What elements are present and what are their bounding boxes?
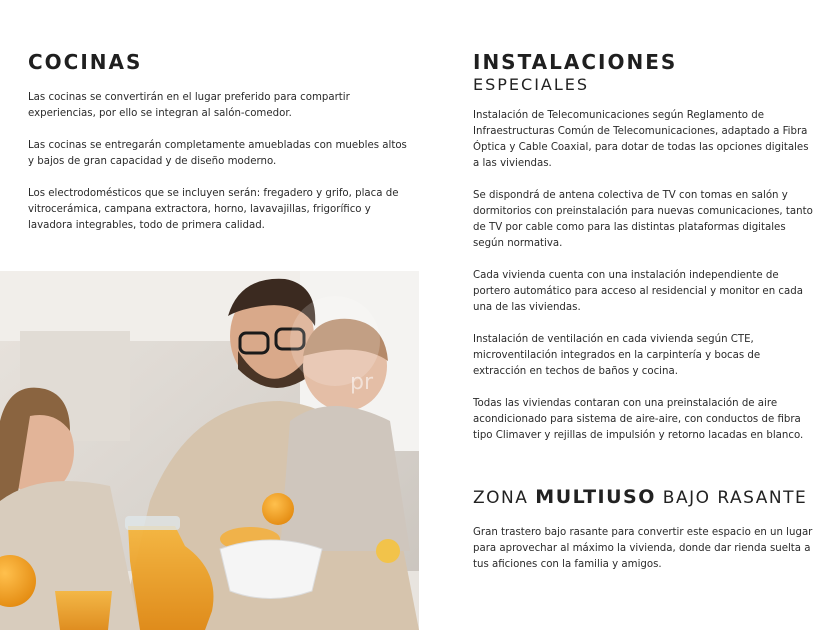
instalaciones-section	[473, 50, 813, 444]
zona-multiuso-paragraph: Gran trastero bajo rasante para convertir este espacio en un lugar para aprovechar al máximo la vivienda, donde dar rienda suelta a tus aficiones con la familia y amigos.	[473, 527, 813, 570]
instalaciones-subtitle: ESPECIALES	[473, 75, 590, 94]
instalaciones-title: INSTALACIONES	[473, 50, 678, 74]
instalaciones-paragraph: Instalación de Telecomunicaciones según Reglamento de Infraestructuras Común de Telecomunicaciones, adaptado a Fibra Óptica y Cable Coaxial, para dotar de todas las opciones digitales a las viviendas.	[473, 110, 809, 169]
watermark-text: pr	[350, 370, 374, 395]
instalaciones-paragraph: Se dispondrá de antena colectiva de TV con tomas en salón y dormitorios con preinstalación para nuevas comunicaciones, tanto de TV por cable como para las distintas plataformas digitales según normativa.	[473, 190, 813, 249]
cocinas-title: COCINAS	[28, 50, 143, 74]
zona-multiuso-title	[473, 484, 823, 511]
instalaciones-paragraph: Cada vivienda cuenta con una instalación independiente de portero automático para acceso al residencial y monitor en cada una de las viviendas.	[473, 270, 803, 313]
family-kitchen-photo	[0, 271, 419, 630]
cocinas-paragraph: Las cocinas se entregarán completamente amuebladas con muebles altos y bajos de gran capacidad y de diseño moderno.	[28, 140, 407, 167]
cocinas-paragraph: Los electrodomésticos que se incluyen serán: fregadero y grifo, placa de vitrocerámica, campana extractora, horno, lavavajillas, frigorífico y lavadora integrables, todo de primera calidad.	[28, 188, 399, 231]
instalaciones-paragraph: Todas las viviendas contaran con una preinstalación de aire acondicionado para sistema de aire-aire, con conductos de fibra tipo Climaver y rejillas de impulsión y retorno lacadas en blanco.	[473, 398, 804, 441]
zona-title-bold: MULTIUSO	[535, 486, 656, 508]
zona-title-pre: ZONA	[473, 488, 536, 508]
cocinas-paragraph: Las cocinas se convertirán en el lugar preferido para compartir experiencias, por ello se integran al salón-comedor.	[28, 92, 350, 119]
cocinas-section	[28, 50, 408, 234]
zona-title-post: BAJO RASANTE	[655, 488, 808, 508]
instalaciones-paragraph: Instalación de ventilación en cada vivienda según CTE, microventilación integrados en la carpintería y bocas de extracción en techos de baños y cocina.	[473, 334, 761, 377]
